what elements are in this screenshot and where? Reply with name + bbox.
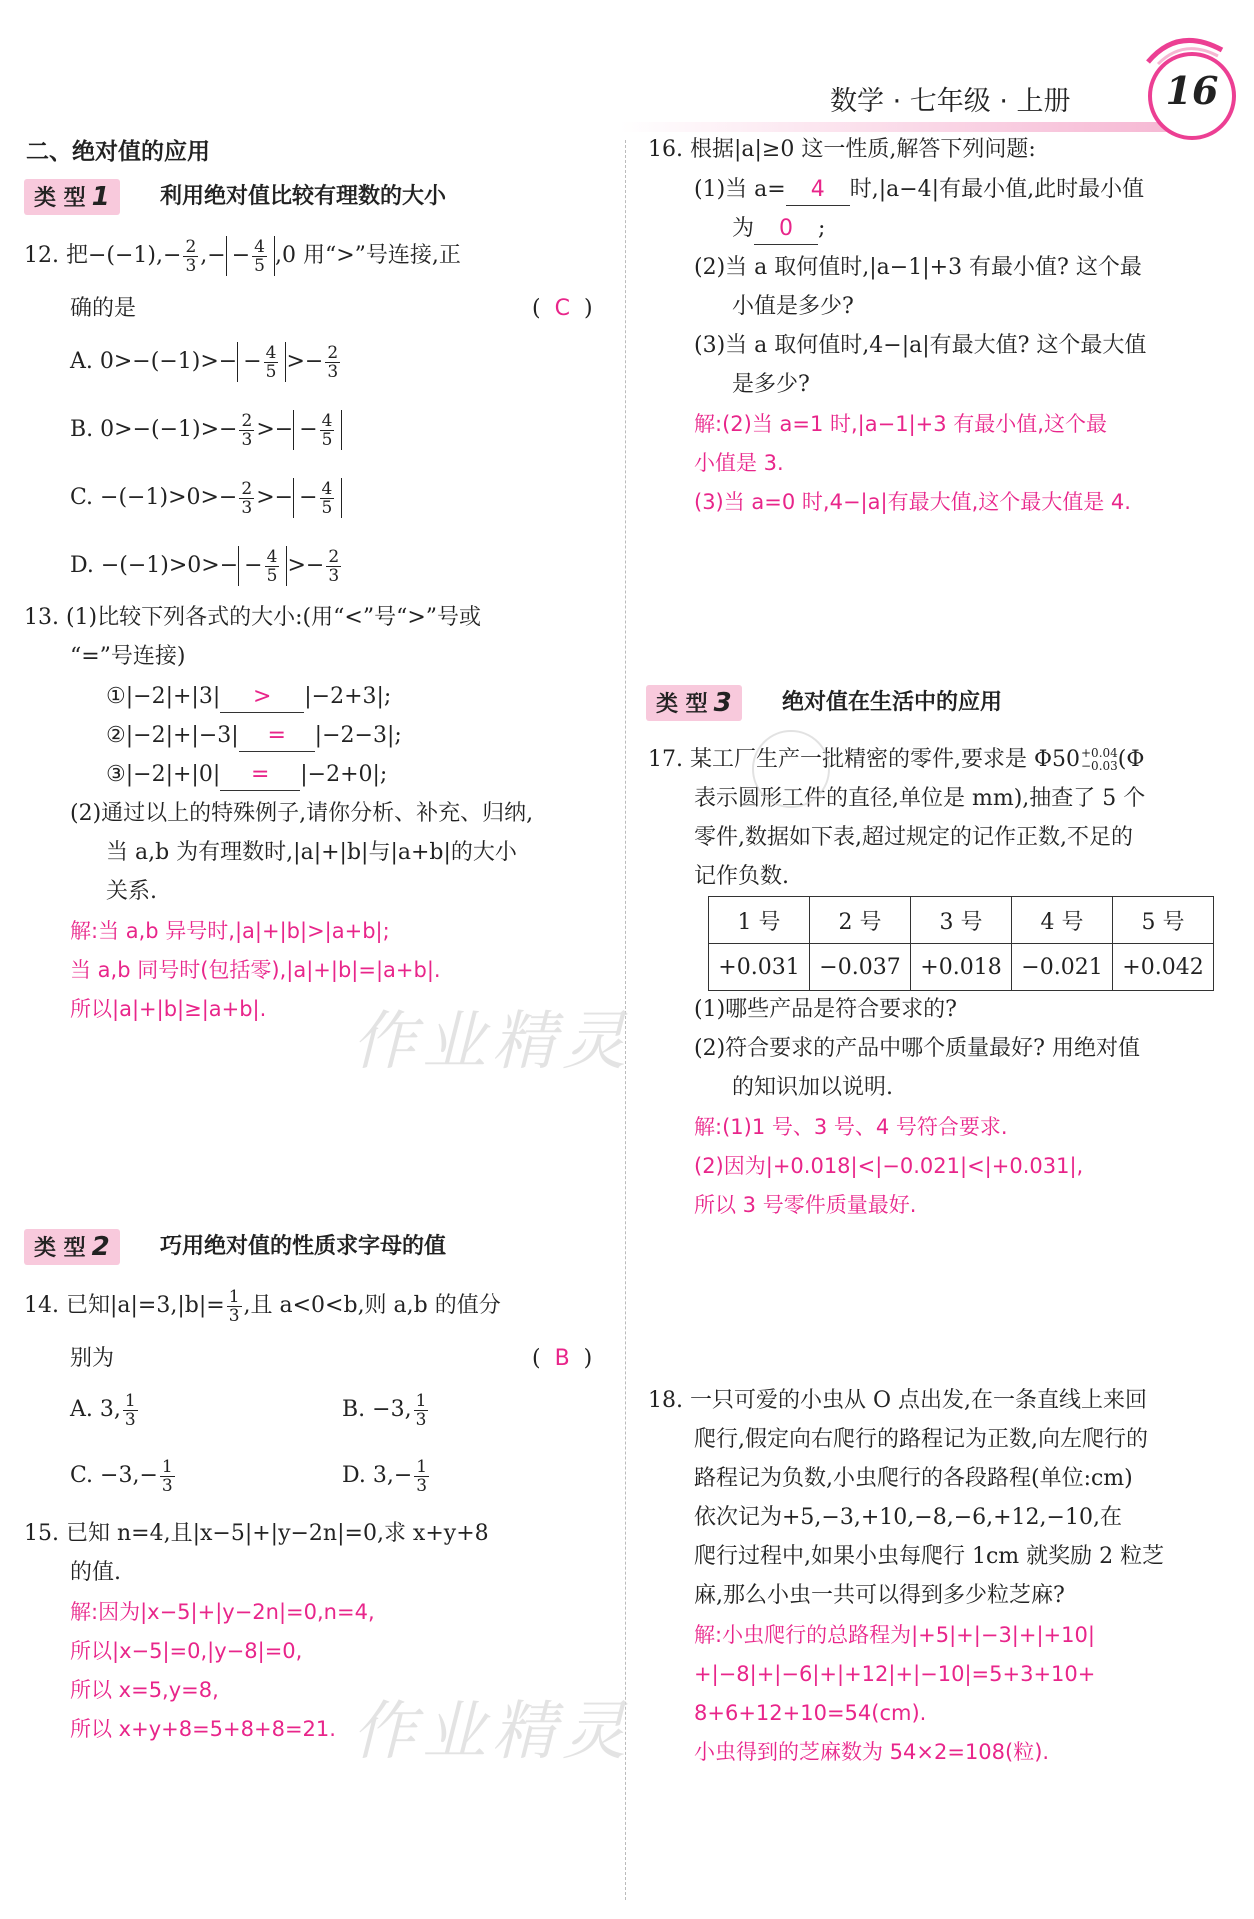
q16-solution-1: 解:(2)当 a=1 时,|a−1|+3 有最小值,这个最 bbox=[694, 412, 1107, 436]
table-row bbox=[709, 944, 1214, 991]
q18-line5: 爬行过程中,如果小虫每爬行 1cm 就奖励 2 粒芝 bbox=[694, 1544, 1165, 1569]
type3-title: 绝对值在生活中的应用 bbox=[782, 690, 1003, 715]
q17-line2: 表示圆形工件的直径,单位是 mm),抽查了 5 个 bbox=[694, 786, 1146, 811]
q13-blank-2: = bbox=[239, 721, 315, 752]
watermark-1: 作业精灵 bbox=[352, 1005, 632, 1079]
table-header-cell: 3 号 bbox=[911, 897, 1012, 944]
q17-part2-l2: 的知识加以说明. bbox=[732, 1075, 893, 1100]
q18-line3: 路程记为负数,小虫爬行的各段路程(单位:cm) bbox=[694, 1466, 1133, 1491]
q16-part1: (1)当 a= 4 时,|a−4|有最小值,此时最小值 bbox=[694, 170, 1144, 210]
q12-l1-pre: 12. 把−(−1),− bbox=[24, 243, 182, 268]
fraction: $\frac{2}{3}$ bbox=[185, 236, 197, 276]
q12-option-d: D. −(−1)>0>− − $\frac{4}{5}$ >− $\frac{2}{3}$ bbox=[70, 546, 340, 586]
q16-blank-2: 0 bbox=[754, 214, 818, 245]
type1-tag-num: 1 bbox=[91, 182, 110, 212]
q13-blank-1: > bbox=[220, 682, 304, 713]
q13-solution-3: 所以|a|+|b|≥|a+b|. bbox=[70, 997, 267, 1021]
header-subject: 数学 · 七年级 · 上册 bbox=[830, 86, 1071, 117]
q16-part3-l2: 是多少? bbox=[732, 372, 810, 397]
badge-swirl-icon bbox=[1138, 26, 1228, 66]
q14-option-c: C. −3,− $\frac{1}{3}$ bbox=[70, 1456, 173, 1496]
q12-answer: C bbox=[554, 296, 570, 321]
q18-line2: 爬行,假定向右爬行的路程记为正数,向左爬行的 bbox=[694, 1427, 1148, 1452]
q16-line1: 16. 根据|a|≥0 这一性质,解答下列问题: bbox=[648, 137, 1036, 162]
q14-answer-paren: ( B ) bbox=[532, 1346, 593, 1371]
q13-part2-l2: 当 a,b 为有理数时,|a|+|b|与|a+b|的大小 bbox=[106, 840, 517, 865]
q12-line2: 确的是 bbox=[70, 296, 137, 321]
abs-value: − $\frac{4}{5}$ bbox=[226, 236, 275, 276]
q17-solution-2: (2)因为|+0.018|<|−0.021|<|+0.031|, bbox=[694, 1154, 1084, 1178]
type3-tag: 类 型 3 bbox=[646, 685, 742, 721]
q14-option-a: A. 3, $\frac{1}{3}$ bbox=[70, 1390, 136, 1430]
q12-option-b: B. 0>−(−1)>− $\frac{2}{3}$ >− − $\frac{4}{5}$ bbox=[70, 406, 342, 454]
q17-line4: 记作负数. bbox=[694, 864, 789, 889]
q13-solution-1: 解:当 a,b 异号时,|a|+|b|>|a+b|; bbox=[70, 919, 390, 943]
q13-blank-3: = bbox=[220, 760, 300, 791]
q18-solution-1: 解:小虫爬行的总路程为|+5|+|−3|+|+10| bbox=[694, 1623, 1095, 1647]
q13-solution-2: 当 a,b 同号时(包括零),|a|+|b|=|a+b|. bbox=[70, 958, 441, 982]
section-title: 二、绝对值的应用 bbox=[26, 139, 210, 165]
q17-line3: 零件,数据如下表,超过规定的记作正数,不足的 bbox=[694, 825, 1133, 850]
q15-line1: 15. 已知 n=4,且|x−5|+|y−2n|=0,求 x+y+8 bbox=[24, 1521, 489, 1546]
q17-line1: 17. 某工厂生产一批精密的零件,要求是 Φ50 +0.04 −0.03 (Φ bbox=[648, 746, 1145, 773]
q18-line4: 依次记为+5,−3,+10,−8,−6,+12,−10,在 bbox=[694, 1505, 1122, 1530]
q16-part2-l1: (2)当 a 取何值时,|a−1|+3 有最小值? 这个最 bbox=[694, 255, 1142, 280]
table-cell: +0.018 bbox=[911, 944, 1012, 991]
q16-blank-1: 4 bbox=[786, 175, 850, 206]
q13-row1: ①|−2|+|3| > |−2+3|; bbox=[106, 677, 391, 717]
q15-line2: 的值. bbox=[70, 1560, 121, 1585]
q12-option-c: C. −(−1)>0>− $\frac{2}{3}$ >− − $\frac{4}{5}$ bbox=[70, 474, 342, 522]
table-header-cell: 2 号 bbox=[810, 897, 911, 944]
q17-table bbox=[708, 896, 1214, 991]
q18-solution-2: +|−8|+|−6|+|+12|+|−10|=5+3+10+ bbox=[694, 1662, 1096, 1686]
q14-answer: B bbox=[554, 1346, 570, 1371]
q14-option-d: D. 3,− $\frac{1}{3}$ bbox=[342, 1456, 428, 1496]
q15-solution-3: 所以 x=5,y=8, bbox=[70, 1678, 219, 1702]
q13-part2-l3: 关系. bbox=[106, 879, 157, 904]
q12-l1-post: ,0 用“>”号连接,正 bbox=[274, 243, 461, 268]
page-number-badge bbox=[1148, 52, 1236, 140]
table-cell: +0.042 bbox=[1113, 944, 1214, 991]
q15-solution-4: 所以 x+y+8=5+8+8=21. bbox=[70, 1717, 336, 1741]
q12-option-a: A. 0>−(−1)>− − $\frac{4}{5}$ >− $\frac{2}{3}$ bbox=[70, 342, 339, 382]
q16-solution-3: (3)当 a=0 时,4−|a|有最大值,这个最大值是 4. bbox=[694, 490, 1131, 514]
q16-part1-l2: 为 0 ; bbox=[732, 209, 825, 249]
table-cell: +0.031 bbox=[709, 944, 810, 991]
type1-tag-label: 类 型 bbox=[34, 186, 86, 211]
q13-row3: ③|−2|+|0| = |−2+0|; bbox=[106, 755, 387, 795]
q13-row2: ②|−2|+|−3| = |−2−3|; bbox=[106, 716, 402, 756]
table-cell: −0.037 bbox=[810, 944, 911, 991]
q15-solution-2: 所以|x−5|=0,|y−8|=0, bbox=[70, 1639, 303, 1663]
q17-solution-3: 所以 3 号零件质量最好. bbox=[694, 1193, 917, 1217]
q17-part2-l1: (2)符合要求的产品中哪个质量最好? 用绝对值 bbox=[694, 1036, 1140, 1061]
q14-line1: 14. 已知|a|=3,|b|= $\frac{1}{3}$ ,且 a<0<b,则 a,b 的值分 bbox=[24, 1286, 501, 1326]
q17-part1: (1)哪些产品是符合要求的? bbox=[694, 997, 957, 1022]
type1-title: 利用绝对值比较有理数的大小 bbox=[160, 184, 447, 209]
q18-line6: 麻,那么小虫一共可以得到多少粒芝麻? bbox=[694, 1583, 1065, 1608]
q15-solution-1: 解:因为|x−5|+|y−2n|=0,n=4, bbox=[70, 1600, 375, 1624]
table-cell: −0.021 bbox=[1012, 944, 1113, 991]
q18-line1: 18. 一只可爱的小虫从 O 点出发,在一条直线上来回 bbox=[648, 1388, 1147, 1413]
q13-line1: 13. (1)比较下列各式的大小:(用“<”号“>”号或 bbox=[24, 605, 481, 630]
q18-solution-4: 小虫得到的芝麻数为 54×2=108(粒). bbox=[694, 1740, 1050, 1764]
q12-answer-paren: ( C ) bbox=[532, 296, 593, 321]
q18-solution-3: 8+6+12+10=54(cm). bbox=[694, 1701, 927, 1725]
table-row bbox=[709, 897, 1214, 944]
q16-part3-l1: (3)当 a 取何值时,4−|a|有最大值? 这个最大值 bbox=[694, 333, 1147, 358]
page-number: 16 bbox=[1165, 68, 1219, 113]
watermark-2: 作业精灵 bbox=[352, 1695, 632, 1769]
table-header-cell: 4 号 bbox=[1012, 897, 1113, 944]
q17-stamp bbox=[752, 730, 830, 808]
type2-title: 巧用绝对值的性质求字母的值 bbox=[160, 1234, 447, 1259]
q13-part2-l1: (2)通过以上的特殊例子,请你分析、补充、归纳, bbox=[70, 801, 534, 826]
q12-l1-mid: ,− bbox=[200, 243, 226, 268]
table-header-cell: 1 号 bbox=[709, 897, 810, 944]
type1-tag bbox=[24, 179, 120, 215]
q14-option-b: B. −3, $\frac{1}{3}$ bbox=[342, 1390, 427, 1430]
q12-line1 bbox=[24, 234, 461, 278]
q16-part2-l2: 小值是多少? bbox=[732, 294, 854, 319]
table-header-cell: 5 号 bbox=[1113, 897, 1214, 944]
q16-solution-2: 小值是 3. bbox=[694, 451, 784, 475]
q13-line2: “=”号连接) bbox=[70, 644, 186, 669]
q17-solution-1: 解:(1)1 号、3 号、4 号符合要求. bbox=[694, 1115, 1008, 1139]
type2-tag: 类 型 2 bbox=[24, 1229, 120, 1265]
q14-line2: 别为 bbox=[70, 1346, 115, 1371]
